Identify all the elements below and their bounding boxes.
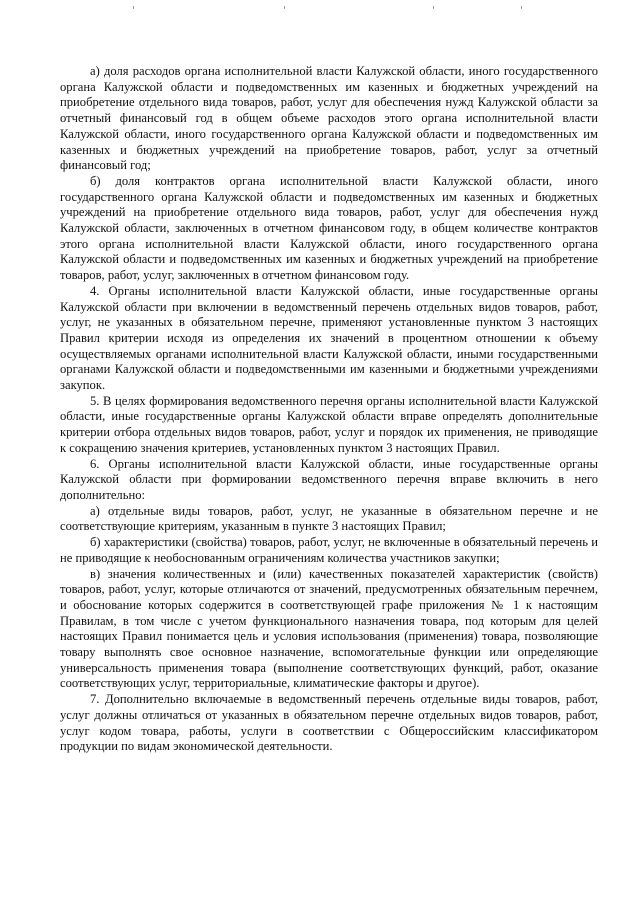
paragraph-item-b-contract-share: б) доля контрактов органа исполнительной власти Калужской области, иного государственного органа Калужской области и подведомственных им казенных и бюджетных учреждений на приобретение отдельного вида товаров, работ, услуг для обеспечения нужд Калужской области, заключенных в отчетном финансовом году, в общем количестве контрактов этого органа исполнительной власти Калужской области, иного государственного органа Калужской области и подведомственных им казенных и бюджетных учреждений на приобретение товаров, работ, услуг, заключенных в отчетном финансовом году. (60, 173, 598, 283)
paragraph-clause-6-item-c: в) значения количественных и (или) качественных показателей характеристик (свойств) товаров, работ, услуг, которые отличаются от значений, предусмотренных обязательным перечнем, и обоснование которых содержится в соответствующей графе приложения № 1 к настоящим Правилам, в том числе с учетом функционального назначения товара, под которым для целей настоящих Правил понимается цель и условия использования (применения) товара, позволяющие товару выполнять свое основное назначение, вспомогательные функции или определяющие универсальность применения товара (выполнение соответствующих функций, работ, оказание соответствующих услуг, территориальные, климатические факторы и другое). (60, 566, 598, 691)
paragraph-clause-7: 7. Дополнительно включаемые в ведомственный перечень отдельные виды товаров, работ, услуг должны отличаться от указанных в обязательном перечне отдельных видов товаров, работ, услуг кодом товара, работы, услуги в соответствии с Общероссийским классификатором продукции по видам экономической деятельности. (60, 692, 598, 754)
scan-mark (521, 6, 522, 9)
paragraph-clause-4: 4. Органы исполнительной власти Калужской области, иные государственные органы Калужской области при включении в ведомственный перечень отдельных видов товаров, работ, услуг, не указанных в обязательном перечне, применяют установленные пунктом 3 настоящих Правил критерии исходя из определения их значений в процентном отношении к объему осуществляемых органами исполнительной власти Калужской области, иными государственными органами Калужской области и подведомственными им казенными и бюджетными учреждениями закупок. (60, 283, 598, 393)
paragraph-clause-6-item-a: а) отдельные виды товаров, работ, услуг, не указанные в обязательном перечне и не соответствующие критериям, указанным в пункте 3 настоящих Правил; (60, 503, 598, 534)
document-page (60, 64, 598, 755)
scan-edge-marks (0, 6, 640, 12)
paragraph-clause-5: 5. В целях формирования ведомственного перечня органы исполнительной власти Калужской области, иные государственные органы Калужской области вправе определять дополнительные критерии отбора отдельных видов товаров, работ, услуг и порядок их применения, не приводящие к сокращению значения критериев, установленных пунктом 3 настоящих Правил. (60, 393, 598, 455)
scan-mark (133, 6, 134, 9)
scan-mark (433, 6, 434, 9)
paragraph-item-a-expense-share: а) доля расходов органа исполнительной власти Калужской области, иного государственного органа Калужской области и подведомственных им казенных и бюджетных учреждений на приобретение отдельного вида товаров, работ, услуг для обеспечения нужд Калужской области за отчетный финансовый год в общем объеме расходов этого органа исполнительной власти Калужской области, иного государственного органа Калужской области и подведомственных им казенных и бюджетных учреждений на приобретение товаров, работ, услуг за отчетный финансовый год; (60, 64, 598, 173)
paragraph-clause-6: 6. Органы исполнительной власти Калужской области, иные государственные органы Калужской области при формировании ведомственного перечня вправе включить в него дополнительно: (60, 456, 598, 502)
paragraph-clause-6-item-b: б) характеристики (свойства) товаров, работ, услуг, не включенные в обязательный перечень и не приводящие к необоснованным ограничениям количества участников закупки; (60, 535, 598, 565)
scan-mark (284, 6, 285, 9)
